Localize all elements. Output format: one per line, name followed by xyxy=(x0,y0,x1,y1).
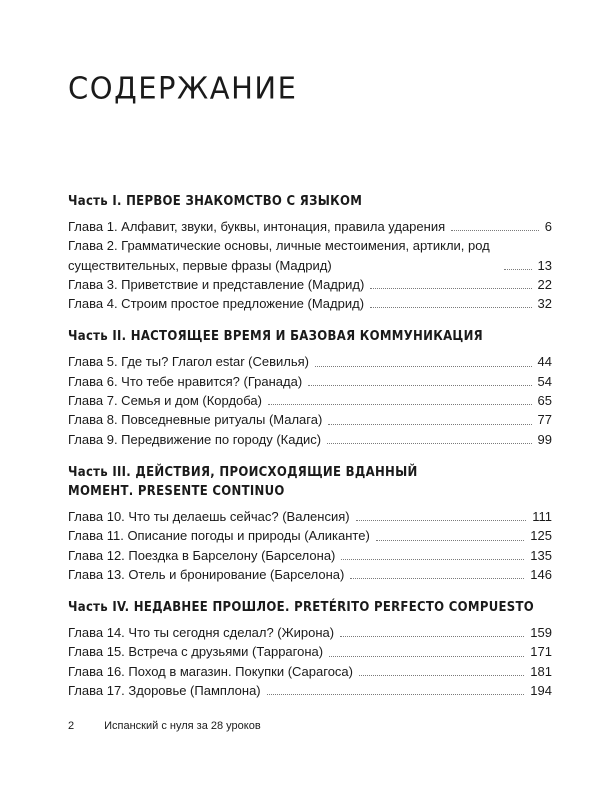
chapter-title: Глава 11. Описание погоды и природы (Аликанте) xyxy=(68,528,370,544)
page-number: 181 xyxy=(530,663,552,679)
dot-leader xyxy=(341,559,524,560)
part-number: Часть II. xyxy=(68,329,127,345)
toc-entry[interactable] xyxy=(68,217,552,236)
part-name: НАСТОЯЩЕЕ ВРЕМЯ И БАЗОВАЯ КОММУНИКАЦИЯ xyxy=(130,329,483,345)
part-2 xyxy=(68,327,552,448)
dot-leader xyxy=(504,269,532,270)
dot-leader xyxy=(370,288,531,289)
page-number: 13 xyxy=(537,257,552,273)
dot-leader xyxy=(356,520,527,521)
part-number: Часть IV. xyxy=(68,600,130,616)
toc-entry[interactable] xyxy=(68,352,552,371)
part-number: Часть III. xyxy=(68,464,132,480)
page-number: 22 xyxy=(537,276,552,292)
part-number: Часть I. xyxy=(68,194,122,209)
toc-entry[interactable] xyxy=(68,662,552,681)
toc-entry[interactable] xyxy=(68,623,552,642)
page-footer xyxy=(68,720,261,732)
chapter-title: Глава 7. Семья и дом (Кордоба) xyxy=(68,393,262,409)
part-name: НЕДАВНЕЕ ПРОШЛОЕ. PRETÉRITO PERFECTO COMPUESTO xyxy=(133,600,535,616)
page-number: 6 xyxy=(544,219,552,234)
dot-leader xyxy=(451,230,539,231)
dot-leader xyxy=(376,540,524,541)
part-heading xyxy=(68,327,552,346)
part-name: ПЕРВОЕ ЗНАКОМСТВО С ЯЗЫКОМ xyxy=(126,194,363,209)
chapter-title: Глава 9. Передвижение по городу (Кадис) xyxy=(68,431,322,447)
toc-entry[interactable] xyxy=(68,565,552,584)
dot-leader xyxy=(308,385,531,386)
toc-entry[interactable] xyxy=(68,275,552,294)
table-of-contents xyxy=(68,192,552,714)
footer-book-title: Испанский с нуля за 28 уроков xyxy=(104,720,261,732)
toc-entry[interactable] xyxy=(68,372,552,391)
dot-leader xyxy=(370,307,532,308)
chapter-title: Глава 17. Здоровье (Памплона) xyxy=(68,683,261,699)
dot-leader xyxy=(350,578,524,579)
chapter-title: Глава 4. Строим простое предложение (Мадрид) xyxy=(68,296,365,312)
chapter-title: Глава 2. Грамматические основы, личные местоимения, артикли, род существительных, первые фразы (Мадрид) xyxy=(68,238,490,273)
toc-entry[interactable] xyxy=(68,681,552,700)
page-number: 125 xyxy=(530,528,552,544)
page-number: 171 xyxy=(530,644,552,660)
dot-leader xyxy=(267,694,525,695)
chapter-title: Глава 3. Приветствие и представление (Мадрид) xyxy=(68,276,365,292)
dot-leader xyxy=(315,366,532,367)
footer-page-number: 2 xyxy=(68,720,75,732)
page-number: 44 xyxy=(537,354,552,370)
chapter-title: Глава 6. Что тебе нравится? (Гранада) xyxy=(68,373,303,389)
part-heading xyxy=(68,598,552,617)
chapter-title: Глава 1. Алфавит, звуки, буквы, интонация, правила ударения xyxy=(68,219,446,234)
toc-entry[interactable] xyxy=(68,391,552,410)
toc-entry[interactable] xyxy=(68,546,552,565)
chapter-title: Глава 13. Отель и бронирование (Барселона) xyxy=(68,566,345,582)
page-number: 65 xyxy=(537,393,552,409)
toc-entry[interactable] xyxy=(68,507,552,526)
page-number: 111 xyxy=(532,508,552,524)
part-name: ДЕЙСТВИЯ, ПРОИСХОДЯЩИЕ ВДАННЫЙ МОМЕНТ. PRESENTE CONTINUO xyxy=(68,464,418,499)
toc-entry[interactable] xyxy=(68,642,552,661)
dot-leader xyxy=(268,404,532,405)
dot-leader xyxy=(329,656,524,657)
dot-leader xyxy=(327,443,531,444)
dot-leader xyxy=(328,424,531,425)
chapter-title: Глава 5. Где ты? Глагол estar (Севилья) xyxy=(68,354,309,370)
page-number: 135 xyxy=(530,547,552,563)
part-4 xyxy=(68,598,552,700)
toc-entry[interactable] xyxy=(68,430,552,449)
page-number: 159 xyxy=(530,625,552,641)
toc-entry[interactable] xyxy=(68,410,552,429)
chapter-title: Глава 14. Что ты сегодня сделал? (Жирона) xyxy=(68,625,335,641)
toc-entry[interactable] xyxy=(68,526,552,545)
page-number: 54 xyxy=(537,373,552,389)
chapter-title: Глава 10. Что ты делаешь сейчас? (Валенсия) xyxy=(68,508,350,524)
dot-leader xyxy=(359,675,524,676)
chapter-title: Глава 15. Встреча с друзьями (Таррагона) xyxy=(68,644,324,660)
chapter-title: Глава 8. Повседневные ритуалы (Малага) xyxy=(68,412,323,428)
part-heading xyxy=(68,463,478,501)
dot-leader xyxy=(340,636,524,637)
page-title: СОДЕРЖАНИЕ xyxy=(68,70,298,106)
page-number: 146 xyxy=(530,566,552,582)
page-number: 77 xyxy=(537,412,552,428)
page-number: 194 xyxy=(530,683,552,699)
part-1 xyxy=(68,192,552,313)
toc-entry[interactable] xyxy=(68,294,552,313)
toc-entry[interactable] xyxy=(68,236,552,275)
chapter-title: Глава 12. Поездка в Барселону (Барселона) xyxy=(68,547,336,563)
chapter-title: Глава 16. Поход в магазин. Покупки (Сарагоса) xyxy=(68,663,353,679)
page-number: 99 xyxy=(537,431,552,447)
part-heading xyxy=(68,192,552,211)
page-number: 32 xyxy=(537,296,552,312)
part-3 xyxy=(68,463,552,584)
